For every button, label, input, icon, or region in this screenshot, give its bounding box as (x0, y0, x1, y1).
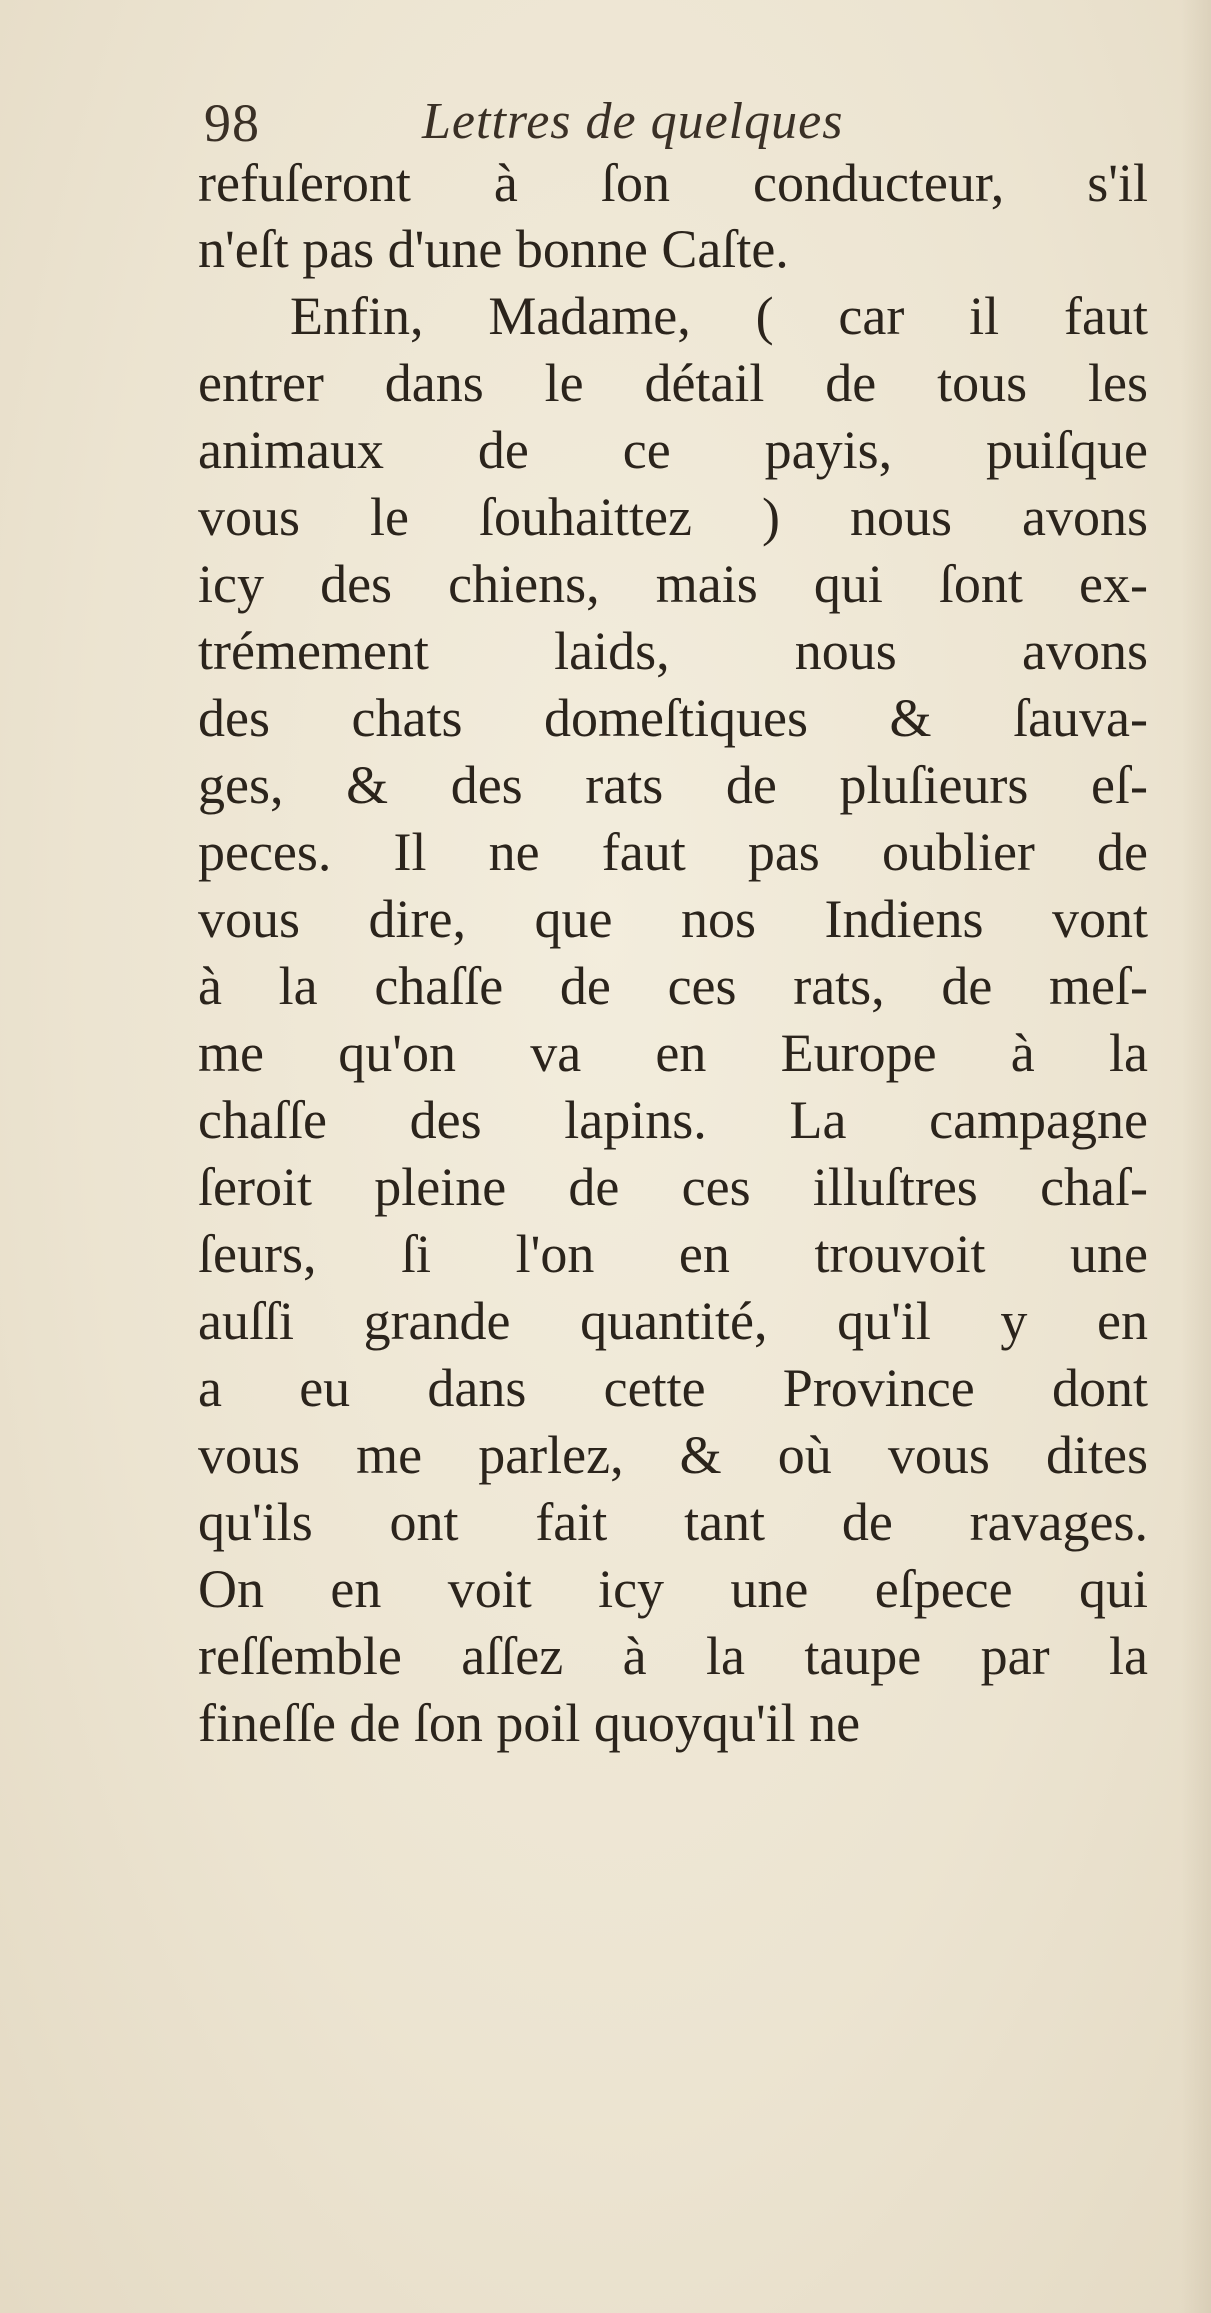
text-line-24: fineſſe de ſon poil quoyqu'il ne (198, 1693, 861, 1753)
text-line-16: ſeroit pleine de ces illuſtres chaſ- (198, 1157, 1148, 1217)
text-line-13: à la chaſſe de ces rats, de meſ- (198, 956, 1148, 1016)
text-line-9: des chats domeſtiques & ſauva- (198, 688, 1148, 748)
text-line-4: entrer dans le détail de tous les (198, 353, 1148, 413)
page-number: 98 (204, 93, 260, 153)
text-line-3: Enfin, Madame, ( car il faut (290, 286, 1148, 346)
running-head: Lettres de quelques (422, 93, 844, 150)
text-line-8: trémement laids, nous avons (198, 621, 1148, 681)
text-line-12: vous dire, que nos Indiens vont (198, 889, 1148, 949)
text-line-14: me qu'on va en Europe à la (198, 1023, 1148, 1083)
text-line-22: On en voit icy une eſpece qui (198, 1559, 1148, 1619)
text-line-18: auſſi grande quantité, qu'il y en (198, 1291, 1148, 1351)
text-line-10: ges, & des rats de pluſieurs eſ- (198, 755, 1148, 815)
text-line-11: peces. Il ne faut pas oublier de (198, 822, 1148, 882)
text-line-23: reſſemble aſſez à la taupe par la (198, 1626, 1148, 1686)
text-line-6: vous le ſouhaittez ) nous avons (198, 487, 1148, 547)
text-line-21: qu'ils ont fait tant de ravages. (198, 1492, 1148, 1552)
text-line-19: a eu dans cette Province dont (198, 1358, 1148, 1418)
text-line-2: n'eſt pas d'une bonne Caſte. (198, 219, 789, 279)
text-line-15: chaſſe des lapins. La campagne (198, 1090, 1148, 1150)
text-line-17: ſeurs, ſi l'on en trouvoit une (198, 1224, 1148, 1284)
text-line-1: refuſeront à ſon conducteur, s'il (198, 153, 1148, 213)
text-line-20: vous me parlez, & où vous dites (198, 1425, 1148, 1485)
text-line-5: animaux de ce payis, puiſque (198, 420, 1148, 480)
text-line-7: icy des chiens, mais qui ſont ex- (198, 554, 1148, 614)
